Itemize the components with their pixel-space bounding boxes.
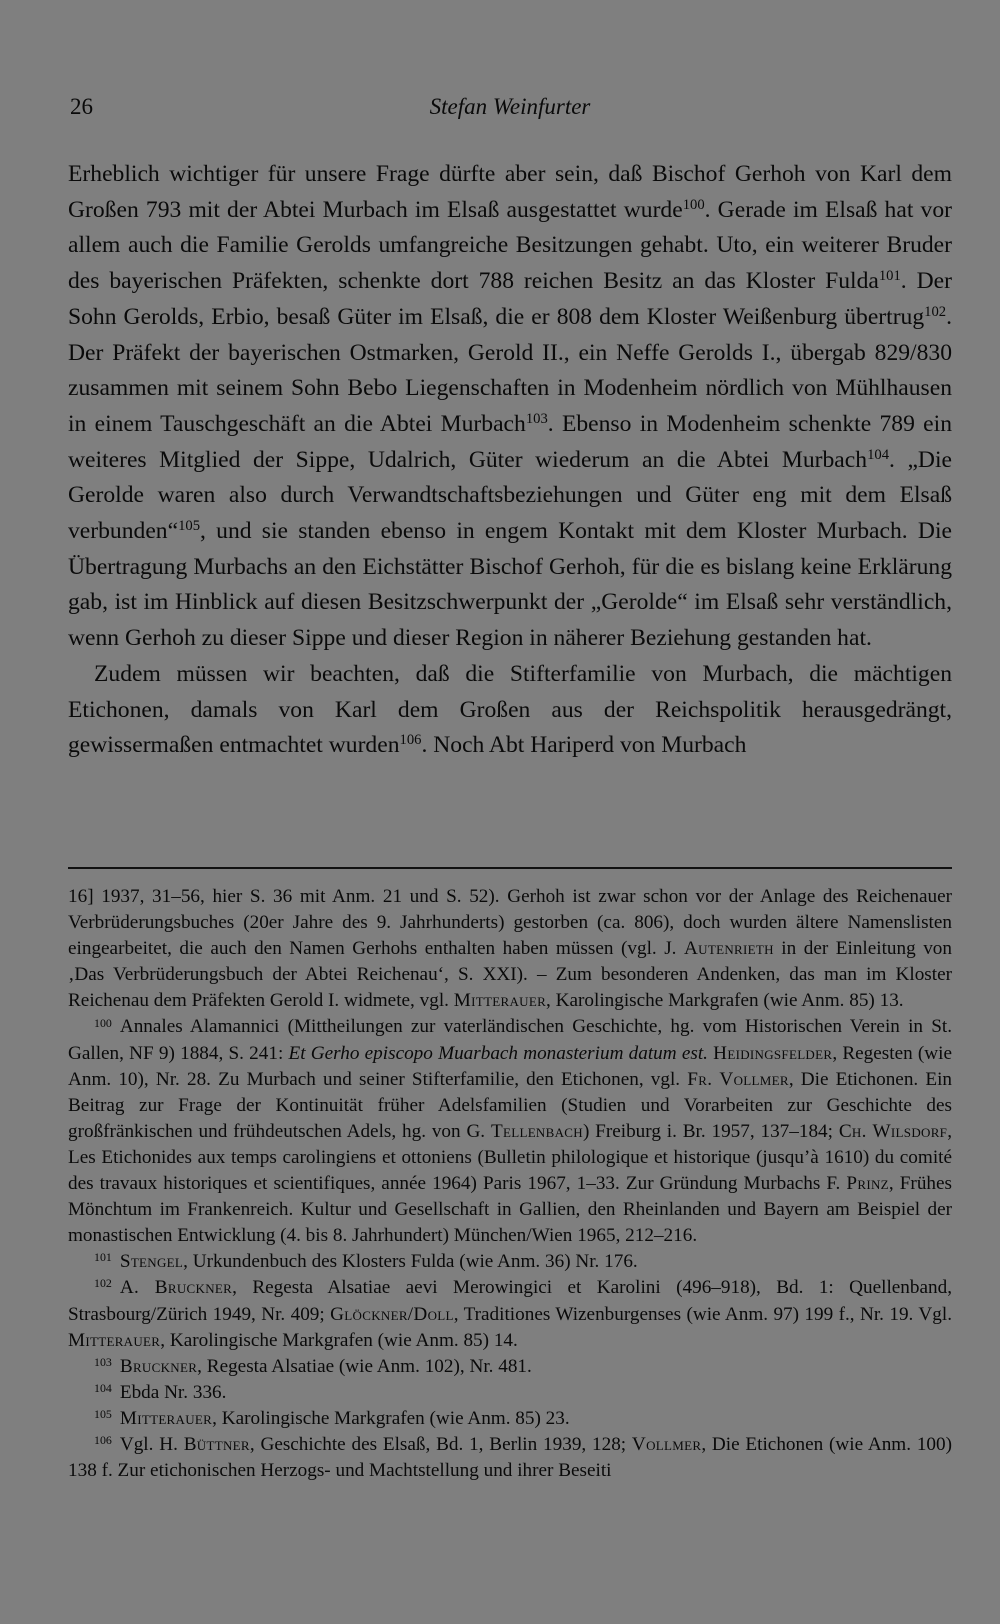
- footnote-number: 103: [94, 1354, 112, 1369]
- author-name: Büttner: [183, 1433, 250, 1455]
- quoted-source-text: Et Gerho episcopo Muarbach monasterium datum est.: [288, 1042, 708, 1064]
- footnote-reference: 101: [878, 268, 901, 285]
- author-name: Ch. Wilsdorf: [838, 1120, 948, 1142]
- author-name: Tellenbach: [490, 1120, 583, 1142]
- footnote-number: 102: [94, 1276, 112, 1291]
- footnote: $^{100}$ Annales Alamannici (Mittheilungen zur vaterländischen Geschichte, hg. vom Historischen Verein in St. Gallen, NF 9) 1884, S. 241: Et Gerho episcopo Muarbach monasterium datum est. Heidingsfelder, Regesten (wie Anm. 10), Nr. 28. Zu Murbach und seiner Stifterfamilie, den Etichonen, vgl. Fr. Vollmer, Die Etichonen. Ein Beitrag zur Frage der Kontinuität früher Adelsfamilien (Studien und Vorarbeiten zur Geschichte des großfränkischen und frühdeutschen Adels, hg. von G. Tellenbach) Freiburg i. Br. 1957, 137–184; Ch. Wilsdorf, Les Etichonides aux temps carolingiens et ottoniens (Bulletin philologique et historique (jusqu’à 1610) du comité des travaux historiques et scientifiques, année 1964) Paris 1967, 1–33. Zur Gründung Murbachs F. Prinz, Frühes Mönchtum im Frankenreich. Kultur und Gesellschaft in Gallien, den Rheinlanden und Bayern am Beispiel der monastischen Entwicklung (4. bis 8. Jahrhundert) München/Wien 1965, 212–216.: [68, 1015, 953, 1247]
- author-name: Mitterauer: [68, 1329, 161, 1351]
- body-paragraph: Erheblich wichtiger für unsere Frage dürfte aber sein, daß Bischof Gerhoh von Karl dem Großen 793 mit der Abtei Murbach im Elsaß ausgestattet wurde$^{100}$. Gerade im Elsaß hat vor allem auch die Familie Gerolds umfangreiche Besitzungen gehabt. Uto, ein weiterer Bruder des bayerischen Präfekten, schenkte dort 788 reichen Besitz an das Kloster Fulda$^{101}$. Der Sohn Gerolds, Erbio, besaß Güter im Elsaß, die er 808 dem Kloster Weißenburg übertrug$^{102}$. Der Präfekt der bayerischen Ostmarken, Gerold II., ein Neffe Gerolds I., übergab 829/830 zusammen mit seinem Sohn Bebo Liegenschaften in Modenheim nördlich von Mühlhausen in einem Tauschgeschäft an die Abtei Murbach$^{103}$. Ebenso in Modenheim schenkte 789 ein weiteres Mitglied der Sippe, Udalrich, Güter wiederum an die Abtei Murbach$^{104}$. „Die Gerolde waren also durch Verwandtschaftsbeziehungen und Güter eng mit dem Elsaß verbunden“$^{105}$, und sie standen ebenso in engem Kontakt mit dem Kloster Murbach. Die Übertragung Murbachs an den Eichstätter Bischof Gerhoh, für die es bislang keine Erklärung gab, ist im Hinblick auf diesen Besitzschwerpunkt der „Gerolde“ im Elsaß sehr verständlich, wenn Gerhoh zu dieser Sippe und dieser Region in näherer Beziehung gestanden hat.: [68, 161, 952, 652]
- author-name: Fr. Vollmer: [687, 1068, 789, 1090]
- page-header: [68, 88, 952, 128]
- footnote: 16] 1937, 31–56, hier S. 36 mit Anm. 21 und S. 52). Gerhoh ist zwar schon vor der Anlage des Reichenauer Verbrüderungsbuches (20er Jahre des 9. Jahrhunderts) gestorben (ca. 806), doch wurden ältere Namenslisten eingearbeitet, die auch den Namen Gerhohs enthalten haben müssen (vgl. J. Autenrieth in der Einleitung von ‚Das Verbrüderungsbuch der Abtei Reichenau‘, S. XXI). – Zum besonderen Andenken, das man im Kloster Reichenau dem Präfekten Gerold I. widmete, vgl. Mitterauer, Karolingische Markgrafen (wie Anm. 85) 13.: [68, 886, 952, 1012]
- author-name: Mitterauer: [453, 990, 547, 1012]
- footnote-number: 106: [94, 1433, 112, 1448]
- body-text: [68, 157, 952, 764]
- footnote-reference: 100: [682, 196, 705, 213]
- footnote-number: 104: [94, 1380, 112, 1395]
- footnote: $^{106}$ Vgl. H. Büttner, Geschichte des Elsaß, Bd. 1, Berlin 1939, 128; Vollmer, Die Etichonen (wie Anm. 100) 138 f. Zur etichonischen Herzogs- und Machtstellung und ihrer Beseiti: [68, 1433, 952, 1482]
- footnote-separator-rule: [68, 867, 952, 869]
- footnote-reference: 106: [399, 732, 422, 749]
- author-name: Glöckner/Doll: [330, 1303, 454, 1325]
- footnote-reference: 103: [525, 410, 548, 427]
- footnote-reference: 105: [178, 517, 200, 534]
- author-name: Stengel: [119, 1251, 184, 1273]
- running-head: Stefan Weinfurter: [429, 94, 591, 119]
- body-paragraph: Zudem müssen wir beachten, daß die Stifterfamilie von Murbach, die mächtigen Etichonen, damals von Karl dem Großen aus der Reichspolitik herausgedrängt, gewissermaßen entmachtet wurden$^{106}$. Noch Abt Hariperd von Murbach: [68, 660, 952, 759]
- author-name: Autenrieth: [684, 938, 774, 960]
- author-name: Mitterauer: [119, 1407, 213, 1429]
- author-name: A. Bruckner: [119, 1277, 233, 1299]
- page-number: 26: [70, 94, 93, 119]
- footnote: $^{103}$ Bruckner, Regesta Alsatiae (wie Anm. 102), Nr. 481.: [94, 1354, 532, 1377]
- footnote: $^{102}$ A. Bruckner, Regesta Alsatiae aevi Merowingici et Karolini (496–918), Bd. 1: Quellenband, Strasbourg/Zürich 1949, Nr. 409; Glöckner/Doll, Traditiones Wizenburgenses (wie Anm. 97) 199 f., Nr. 19. Vgl. Mitterauer, Karolingische Markgrafen (wie Anm. 85) 14.: [68, 1276, 952, 1351]
- footnote: $^{104}$ Ebda Nr. 336.: [94, 1380, 227, 1403]
- footnotes: [68, 884, 952, 1484]
- author-name: Heidingsfelder: [713, 1042, 833, 1064]
- footnote-number: 100: [94, 1015, 112, 1030]
- footnote-number: 105: [94, 1406, 112, 1421]
- footnote-reference: 102: [924, 303, 947, 320]
- footnote-reference: 104: [867, 446, 889, 463]
- author-name: Prinz: [846, 1173, 889, 1195]
- footnote-number: 101: [94, 1250, 112, 1265]
- footnote: $^{101}$ Stengel, Urkundenbuch des Klosters Fulda (wie Anm. 36) Nr. 176.: [94, 1250, 638, 1273]
- author-name: Bruckner: [119, 1355, 198, 1377]
- footnote: $^{105}$ Mitterauer, Karolingische Markgrafen (wie Anm. 85) 23.: [94, 1406, 570, 1429]
- author-name: Vollmer: [631, 1433, 702, 1455]
